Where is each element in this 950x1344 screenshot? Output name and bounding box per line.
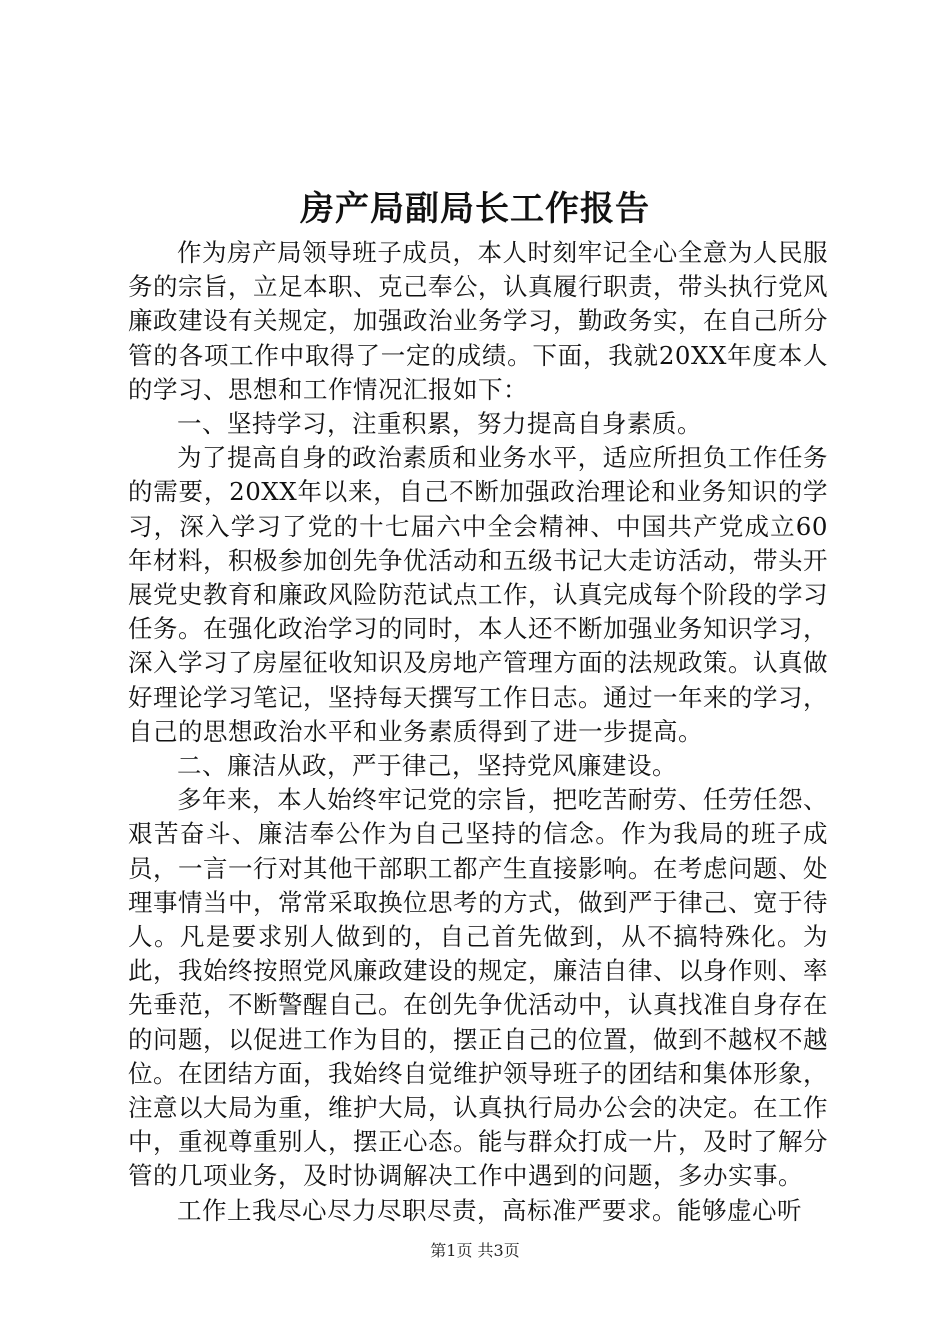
paragraph-work: 工作上我尽心尽力尽职尽责，高标准严要求。能够虚心听 [177,1195,802,1225]
section-heading-2: 二、廉洁从政，严于律己，坚持党风廉建设。 [177,751,677,781]
page-footer: 第1页 共3页 [430,1241,520,1260]
document-body [128,236,828,1228]
paragraph-integrity: 多年来，本人始终牢记党的宗旨，把吃苦耐劳、任劳任怨、艰苦奋斗、廉洁奉公作为自己坚持的信念。作为我局的班子成员，一言一行对其他干部职工都产生直接影响。在考虑问题、处理事情当中，常常采取换位思考的方式，做到严于律己、宽于待人。凡是要求别人做到的，自己首先做到，从不搞特殊化。为此，我始终按照党风廉政建设的规定，廉洁自律、以身作则、率先垂范，不断警醒自己。在创先争优活动中，认真找准自身存在的问题，以促进工作为目的，摆正自己的位置，做到不越权不越位。在团结方面，我始终自觉维护领导班子的团结和集体形象，注意以大局为重，维护大局，认真执行局办公会的决定。在工作中，重视尊重别人，摆正心态。能与群众打成一片，及时了解分管的几项业务，及时协调解决工作中遇到的问题，多办实事。 [128,785,828,1191]
section-heading-1: 一、坚持学习，注重积累，努力提高自身素质。 [177,409,702,439]
paragraph-study: 为了提高自身的政治素质和业务水平，适应所担负工作任务的需要，20XX年以来，自己不断加强政治理论和业务知识的学习，深入学习了党的十七届六中全会精神、中国共产党成立60年材料，积极参加创先争优活动和五级书记大走访活动，带头开展党史教育和廉政风险防范试点工作，认真完成每个阶段的学习任务。在强化政治学习的同时，本人还不断加强业务知识学习，深入学习了房屋征收知识及房地产管理方面的法规政策。认真做好理论学习笔记，坚持每天撰写工作日志。通过一年来的学习，自己的思想政治水平和业务素质得到了进一步提高。 [128,443,828,746]
paragraph-intro: 作为房产局领导班子成员，本人时刻牢记全心全意为人民服务的宗旨，立足本职、克己奉公，认真履行职责，带头执行党风廉政建设有关规定，加强政治业务学习，勤政务实，在自己所分管的各项工作中取得了一定的成绩。下面，我就20XX年度本人的学习、思想和工作情况汇报如下： [128,238,828,404]
document-title: 房产局副局长工作报告 [300,189,650,229]
